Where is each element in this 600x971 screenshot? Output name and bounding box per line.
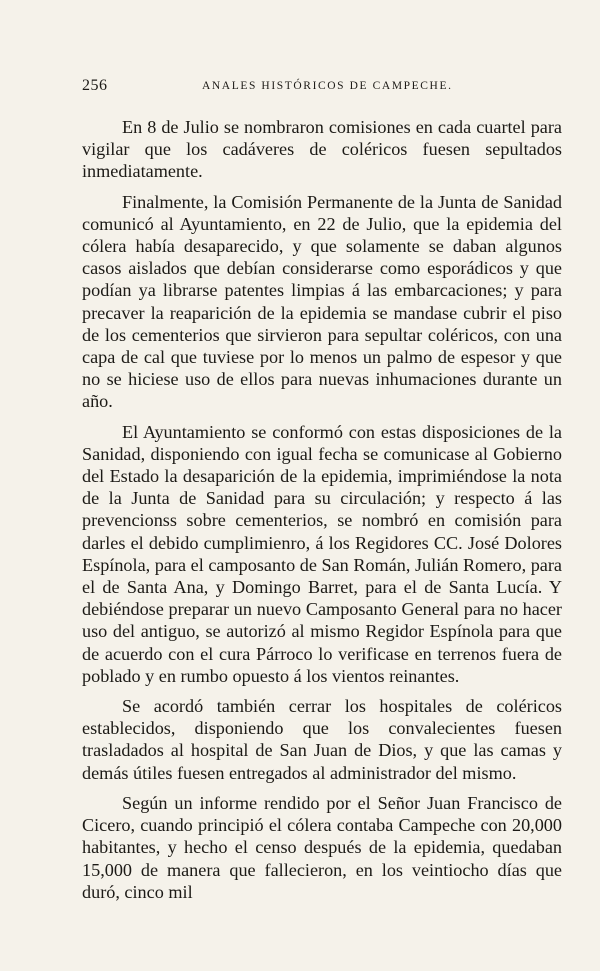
paragraph-3: El Ayuntamiento se conformó con estas disposiciones de la Sanidad, disponiendo con igual fecha se comunicase al Gobierno del Estado la desaparición de la epidemia, imprimiéndose la nota de la Junta de Sanidad para su circulación; y respecto á las prevencionss sobre cementerios, se nombró en comisión para darles el debido cumplimienro, á los Regidores CC. José Dolores Espínola, para el camposanto de San Román, Julián Romero, para el de Santa Ana, y Domingo Barret, para el de Santa Lucía. Y debiéndose preparar un nuevo Camposanto General para no hacer uso del antiguo, se autorizó al mismo Regidor Espínola para que de acuerdo con el cura Párroco lo verificase en terrenos fuera de poblado y en rumbo opuesto á los vientos reinantes. (82, 421, 562, 686)
paragraph-4: Se acordó también cerrar los hospitales de coléricos establecidos, disponiendo que los convalecientes fuesen trasladados al hospital de San Juan de Dios, y que las camas y demás útiles fuesen entregados al administrador del mismo. (82, 696, 562, 783)
paragraph-2: Finalmente, la Comisión Permanente de la Junta de Sanidad comunicó al Ayuntamiento, en 22 de Julio, que la epidemia del cólera había desaparecido, y que solamente se daban algunos casos aislados que debían considerarse como esporádicos y que podían ya librarse patentes limpias á las embarcaciones; y para precaver la reaparición de la epidemia se mandase cubrir el piso de los cementerios que sirvieron para sepultar coléricos, con una capa de cal que tuviese por lo menos un palmo de espesor y que no se hiciese uso de ellos para nuevas inhumaciones durante un año. (82, 191, 562, 412)
paragraph-5: Según un informe rendido por el Señor Juan Francisco de Cicero, cuando principió el cólera contaba Campeche con 20,000 habitantes, y hecho el censo después de la epidemia, quedaban 15,000 de manera que fallecieron, en los veintiocho días que duró, cinco mil (82, 792, 562, 902)
running-title: ANALES HISTÓRICOS DE CAMPECHE. (202, 80, 453, 92)
body-text (82, 116, 562, 911)
page-number: 256 (82, 77, 108, 94)
page-header (82, 77, 560, 99)
paragraph-1: En 8 de Julio se nombraron comisiones en cada cuartel para vigilar que los cadáveres de coléricos fuesen sepultados inmediatamente. (82, 117, 562, 182)
